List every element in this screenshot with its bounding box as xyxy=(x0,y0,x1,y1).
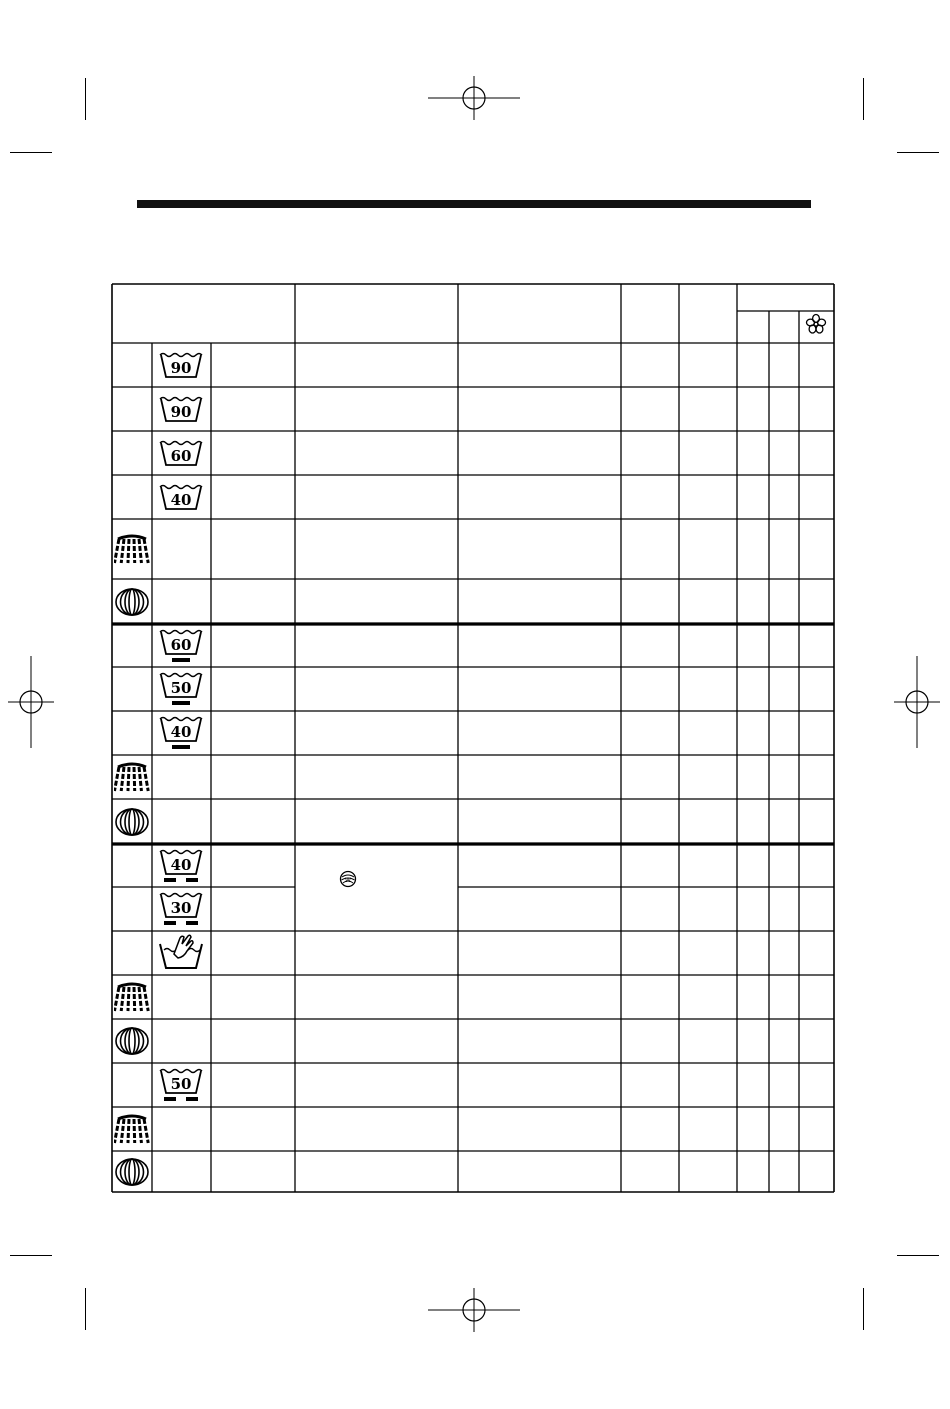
wool-ball-icon xyxy=(338,869,358,889)
temperature-label: 90 xyxy=(170,403,192,421)
spin-icon xyxy=(113,586,151,623)
wash-temperature-icon xyxy=(158,669,204,714)
rinse-icon xyxy=(114,1111,150,1152)
wash-temperature-icon xyxy=(158,713,204,758)
temperature-label: 50 xyxy=(170,679,192,697)
temperature-label: 60 xyxy=(170,447,192,465)
wash-temperature-icon xyxy=(158,626,204,671)
hand-wash-icon xyxy=(158,932,204,977)
flower-icon xyxy=(805,313,827,335)
temperature-label: 30 xyxy=(170,899,192,917)
wash-temperature-icon xyxy=(158,393,204,438)
wash-temperature-icon xyxy=(158,481,204,526)
wash-temperature-icon xyxy=(158,437,204,482)
spin-icon xyxy=(113,1156,151,1193)
wash-temperature-icon xyxy=(158,349,204,394)
wash-temperature-icon xyxy=(158,889,204,934)
temperature-label: 40 xyxy=(170,723,192,741)
rinse-icon xyxy=(114,531,150,572)
rinse-icon xyxy=(114,979,150,1020)
wash-temperature-icon xyxy=(158,1065,204,1110)
rinse-icon xyxy=(114,759,150,800)
wash-temperature-icon xyxy=(158,846,204,891)
spin-icon xyxy=(113,1025,151,1062)
svg-text:W: W xyxy=(345,878,351,884)
spin-icon xyxy=(113,806,151,843)
temperature-label: 60 xyxy=(170,635,192,654)
temperature-label: 50 xyxy=(170,1075,192,1093)
temperature-label: 90 xyxy=(170,359,192,377)
temperature-label: 40 xyxy=(170,491,192,509)
temperature-label: 40 xyxy=(170,855,192,874)
